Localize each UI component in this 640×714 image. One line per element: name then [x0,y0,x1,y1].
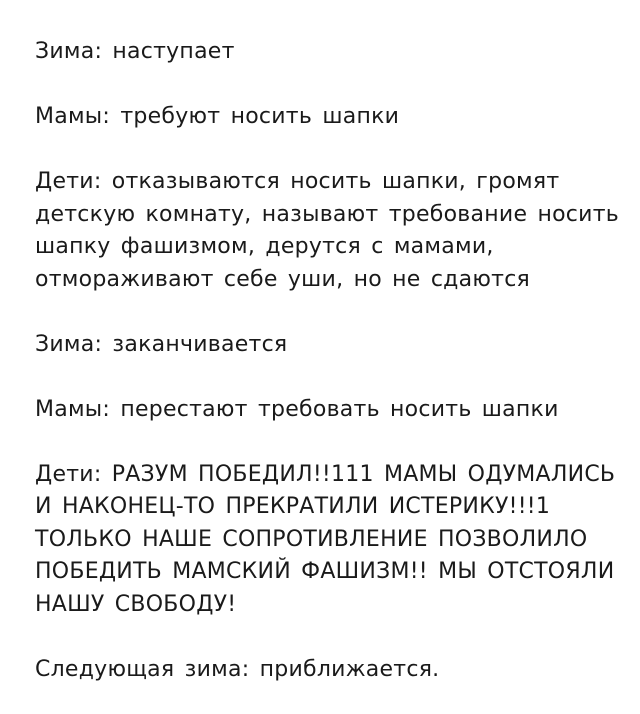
paragraph-kids-celebrate: Дети: РАЗУМ ПОБЕДИЛ!!111 МАМЫ ОДУМАЛИСЬ И НАКОНЕЦ-ТО ПРЕКРАТИЛИ ИСТЕРИКУ!!!1 ТОЛЬКО НАШЕ СОПРОТИВЛЕНИЕ ПОЗВОЛИЛО ПОБЕДИТЬ МАМСКИЙ ФАШИЗМ!! МЫ ОТСТОЯЛИ НАШУ СВОБОДУ! [35,461,616,617]
paragraph-kids-refuse: Дети: отказываются носить шапки, громят детскую комнату, называют требование носить шапку фашизмом, дерутся с мамами, отмораживают себе уши, но не сдаются [35,169,619,292]
paragraph-next-winter: Следующая зима: приближается. [35,656,440,682]
paragraph-winter-arrives: Зима: наступает [35,39,235,64]
paragraph-winter-ends: Зима: заканчивается [35,331,288,357]
text-post [35,36,625,686]
paragraph-moms-stop-demanding: Мамы: перестают требовать носить шапки [35,396,559,422]
paragraph-moms-demand-hats: Мамы: требуют носить шапки [35,104,400,129]
